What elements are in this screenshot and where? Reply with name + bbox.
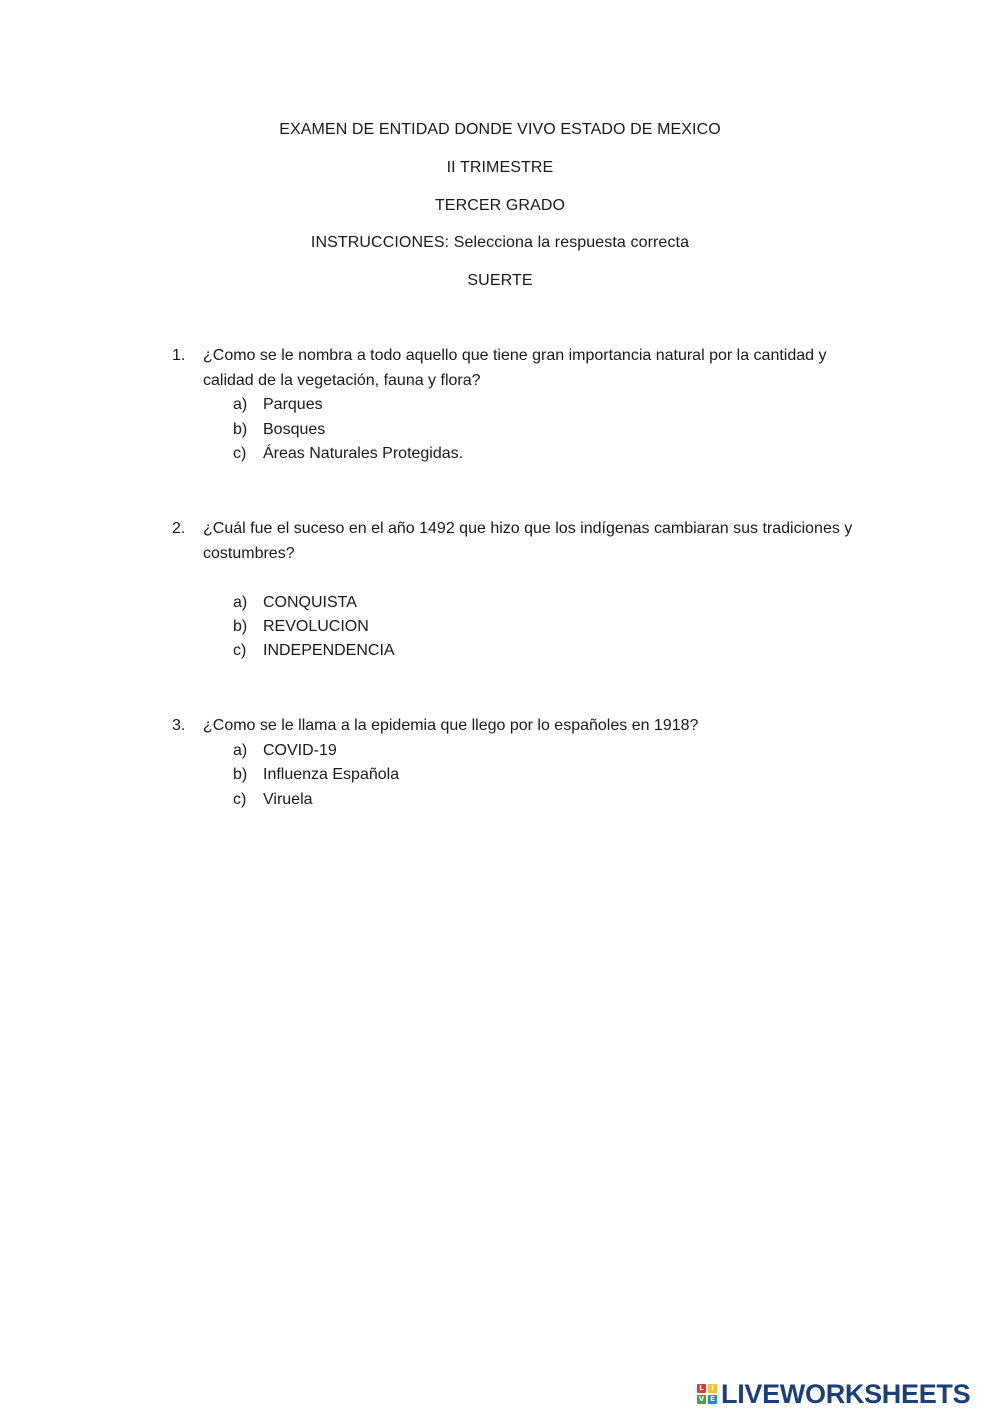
option-3c[interactable]: [233, 790, 313, 810]
option-3b[interactable]: [233, 765, 399, 785]
liveworksheets-logo: [697, 1379, 970, 1409]
option-1c[interactable]: [233, 444, 463, 464]
liveworksheets-logo-icon: [697, 1384, 717, 1404]
exam-title: EXAMEN DE ENTIDAD DONDE VIVO ESTADO DE MEXICO: [279, 121, 721, 138]
logo-tile-i: I: [708, 1384, 717, 1393]
option-2c[interactable]: [233, 641, 395, 661]
option-letter: c): [233, 445, 247, 462]
luck-text: SUERTE: [467, 272, 533, 289]
question-number: 3.: [172, 717, 186, 734]
option-text: Bosques: [263, 421, 326, 438]
logo-text: LIVEWORKSHEETS: [721, 1379, 971, 1409]
instructions-text: INSTRUCCIONES: Selecciona la respuesta correcta: [310, 234, 690, 251]
logo-tile-l: L: [697, 1384, 706, 1393]
option-letter: a): [233, 742, 248, 759]
logo-tile-e: E: [708, 1395, 717, 1404]
option-letter: c): [233, 642, 247, 659]
option-1b[interactable]: [233, 420, 325, 440]
question-text: ¿Como se le nombra a todo aquello que tiene gran importancia natural por la cantidad y calidad de la vegetación, fauna y flora?: [203, 347, 827, 389]
option-text: Viruela: [263, 791, 313, 808]
grade-label: TERCER GRADO: [434, 197, 566, 214]
option-letter: b): [233, 766, 248, 783]
option-text: CONQUISTA: [263, 594, 357, 611]
option-text: INDEPENDENCIA: [263, 642, 395, 659]
option-3a[interactable]: [233, 741, 337, 761]
option-letter: b): [233, 421, 248, 438]
option-letter: a): [233, 594, 248, 611]
trimester-label: II TRIMESTRE: [446, 159, 554, 176]
option-letter: a): [233, 396, 248, 413]
option-text: COVID-19: [263, 742, 337, 759]
question-text: ¿Cuál fue el suceso en el año 1492 que hizo que los indígenas cambiaran sus tradiciones y costumbres?: [203, 520, 853, 562]
logo-tile-v: V: [698, 1395, 705, 1403]
option-letter: c): [233, 791, 247, 808]
option-2b[interactable]: [233, 617, 369, 637]
option-text: Áreas Naturales Protegidas.: [263, 445, 464, 462]
question-number: 1.: [172, 347, 186, 364]
option-letter: b): [233, 618, 248, 635]
question-number: 2.: [172, 520, 186, 537]
option-2a[interactable]: [233, 593, 357, 613]
option-text: Influenza Española: [263, 766, 400, 783]
option-text: REVOLUCION: [263, 618, 369, 635]
option-1a[interactable]: [233, 395, 323, 415]
option-text: Parques: [263, 396, 323, 413]
question-text: ¿Como se le llama a la epidemia que llego por lo españoles en 1918?: [203, 717, 699, 734]
